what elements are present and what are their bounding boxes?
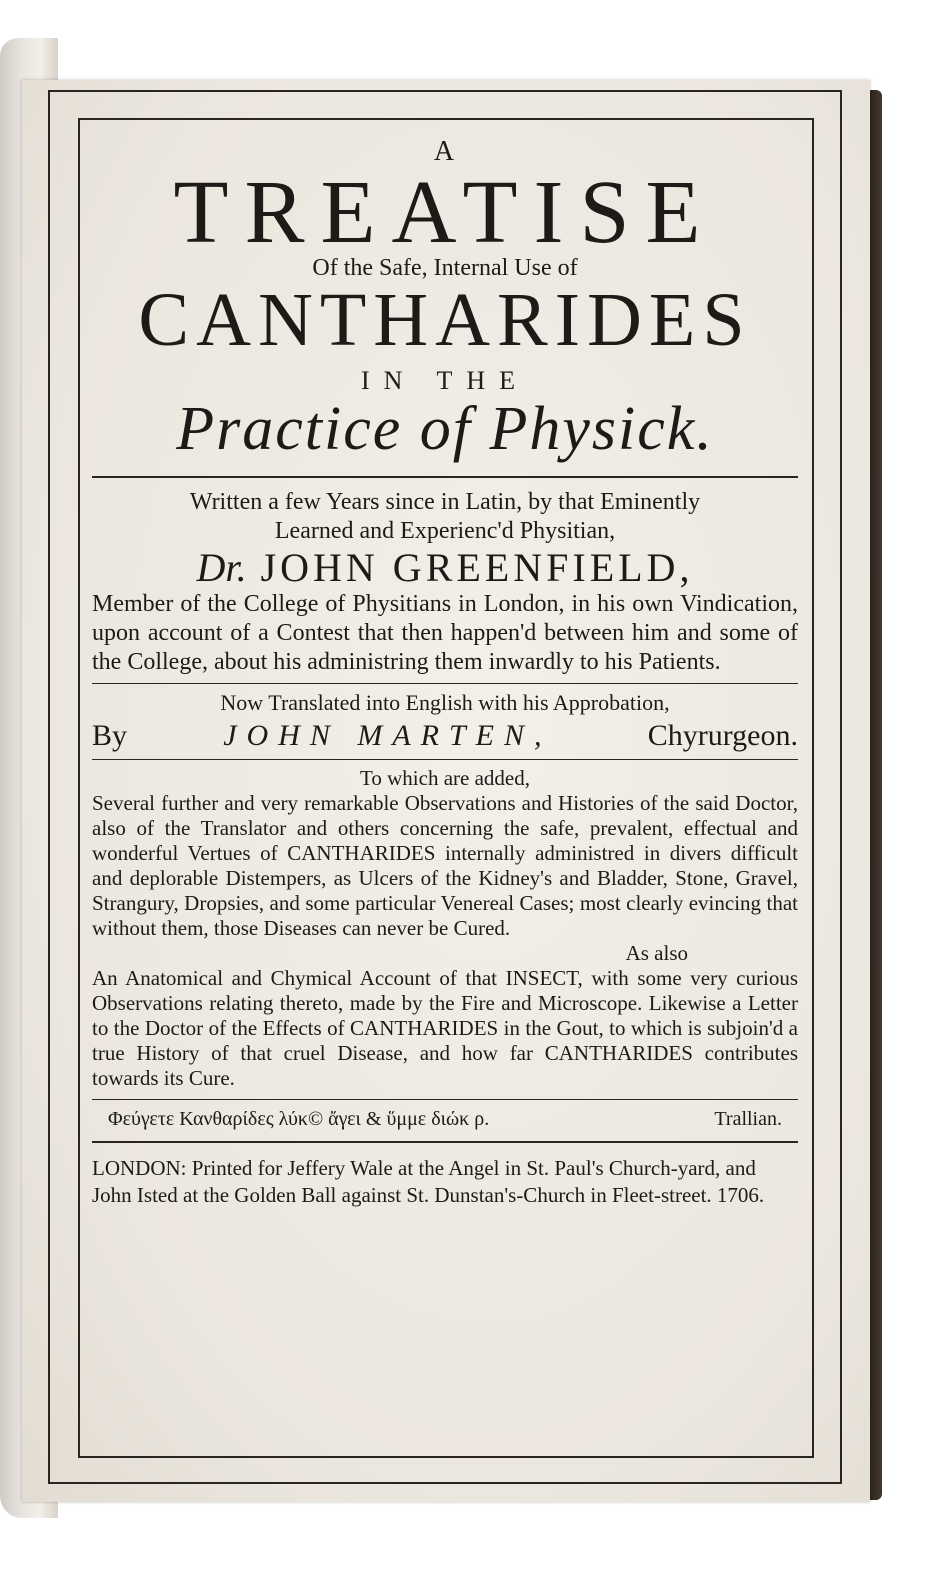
anatomical-paragraph: An Anatomical and Chymical Account of that INSECT, with some very curious Observations relating thereto, made by the Fire and Microscope. Likewise a Letter to the Doctor of the Effects of CANTHARIDES in the Gout, to which is subjoin'd a true History of that cruel Disease, and how far CANTHARIDES contributes towards its Cure. xyxy=(92,966,798,1090)
divider-rule xyxy=(92,1141,798,1143)
title-treatise: TREATISE xyxy=(173,163,717,262)
translated-line: Now Translated into English with his Approbation, xyxy=(220,690,670,715)
title-page-content xyxy=(92,138,798,1209)
author-line xyxy=(92,545,798,590)
title-subtitle: Of the Safe, Internal Use of xyxy=(312,255,578,281)
added-heading: To which are added, xyxy=(360,766,530,790)
greek-quote-line xyxy=(92,1108,798,1131)
translator-name: JOHN MARTEN, xyxy=(223,719,552,752)
title-in-the: IN THE xyxy=(360,366,529,395)
written-line-2: Learned and Experienc'd Physitian, xyxy=(274,518,616,544)
member-paragraph: Member of the College of Physitians in London, in his own Vindication, upon account of a Contest that then happen'd between him and some of the College, about his administring them inwardly to his Patients. xyxy=(92,591,798,675)
author-prefix: Dr. xyxy=(196,545,247,590)
added-paragraph: Several further and very remarkable Observations and Histories of the said Doctor, also of the Translator and others concerning the safe, prevalent, effectual and wonderful Vertues of CANTHARIDES internally administred in divers difficult and deplorable Distempers, as Ulcers of the Kidney's and Bladder, Stone, Gravel, Strangury, Dropsies, and some particular Venereal Cases; most clearly evincing that without them, those Diseases can never be Cured. xyxy=(92,791,798,940)
author-name: JOHN GREENFIELD, xyxy=(260,545,694,590)
greek-quote: Φεύγετε Κανθαρίδες λύκ© ἄγει & ὕμμε διώκ ρ. xyxy=(108,1108,490,1130)
title-cantharides: CANTHARIDES xyxy=(138,278,752,362)
divider-rule xyxy=(92,683,798,684)
title-page xyxy=(22,80,870,1502)
title-line-a: A xyxy=(433,136,457,167)
translator-title: Chyrurgeon. xyxy=(647,719,798,752)
as-also: As also xyxy=(625,941,688,965)
divider-rule xyxy=(92,476,798,478)
divider-rule xyxy=(92,759,798,760)
title-practice-of-physick: Practice of Physick. xyxy=(176,395,714,463)
divider-rule xyxy=(92,1099,798,1100)
imprint: LONDON: Printed for Jeffery Wale at the Angel in St. Paul's Church-yard, and John Isted at the Golden Ball against St. Dunstan's-Church in Fleet-street. 1706. xyxy=(92,1156,765,1207)
greek-attribution: Trallian. xyxy=(714,1108,782,1130)
by-label: By xyxy=(92,719,128,752)
translator-line xyxy=(92,721,798,751)
written-line-1: Written a few Years since in Latin, by that Eminently xyxy=(189,489,701,515)
